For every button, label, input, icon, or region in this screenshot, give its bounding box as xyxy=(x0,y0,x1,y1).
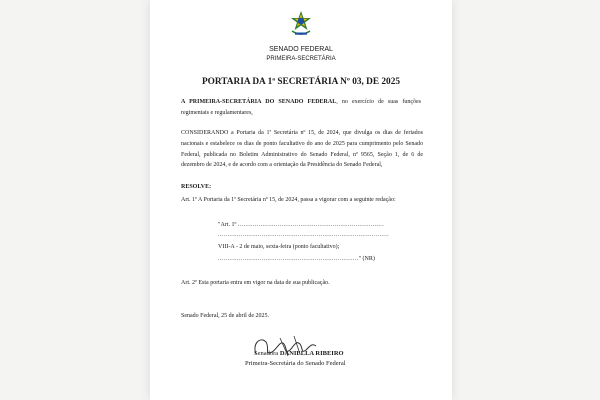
dotted-fill: .......................................................................... xyxy=(218,256,359,262)
quote-line-1 xyxy=(218,222,384,228)
department-name: PRIMEIRA-SECRETÁRIA xyxy=(266,56,336,62)
article-2: Art. 2º Esta portaria entra em vigor na data de sua publicação. xyxy=(181,280,330,286)
quote-line-blank xyxy=(218,232,389,238)
signatory-line xyxy=(254,350,344,357)
preamble-text: , no exercício de suas funções regimentais e regulamentares, xyxy=(181,99,422,116)
coat-of-arms-icon xyxy=(289,10,313,38)
signatory-name: DANIELLA RIBEIRO xyxy=(279,350,344,357)
quote-end: " (NR) xyxy=(358,256,375,262)
signatory-title: Senadora xyxy=(254,350,279,357)
institution-name: SENADO FEDERAL xyxy=(269,46,333,53)
date-place: Senado Federal, 25 de abril de 2025. xyxy=(181,313,269,319)
quote-line-2: VIII-A - 2 de maio, sexta-feira (ponto facultativo); xyxy=(218,244,340,250)
quote-line-3 xyxy=(218,256,375,262)
preamble-authority: A PRIMEIRA-SECRETÁRIA DO SENADO FEDERAL xyxy=(181,99,337,105)
dotted-fill: ............................................................................. xyxy=(237,222,385,228)
document-title: PORTARIA DA 1ª SECRETÁRIA Nº 03, DE 2025 xyxy=(201,77,401,87)
resolve-heading: RESOLVE: xyxy=(181,184,212,190)
considerando-paragraph: CONSIDERANDO a Portaria da 1ª Secretária nº 15, de 2024, que divulga os dias de feriados nacionais e estabelece os dias de ponto facultativo do ano de 2025 para cumprimento pelo Senado Federal, publicada no Boletim Administrativo do Senado Federal, nº 9565, Seção 1, de 6 de dezembro de 2024, e de acordo com a orientação da Presidência do Senado Federal, xyxy=(181,130,423,169)
signatory-role: Primeira-Secretária do Senado Federal xyxy=(245,360,346,367)
preamble xyxy=(181,97,421,119)
quote-art-label: "Art. 1º xyxy=(218,222,237,228)
dotted-fill: .......................................................................................... xyxy=(218,232,389,238)
article-1: Art. 1º A Portaria da 1ª Secretária nº 15, de 2024, passa a vigorar com a seguinte redação: xyxy=(181,197,396,203)
